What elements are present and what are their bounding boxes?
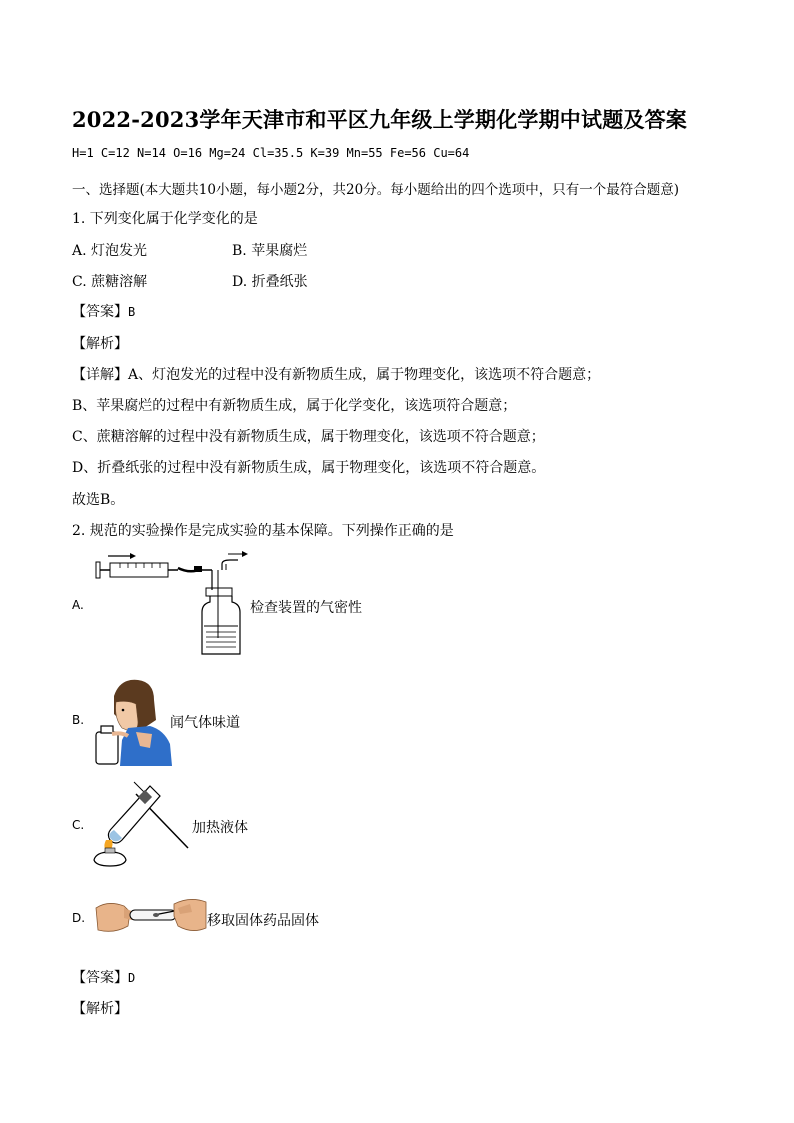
q1-option-c: C. 蔗糖溶解 [72,274,148,290]
q1-answer [72,301,135,321]
airtightness-check-illustration [90,548,250,660]
q1-option-d: D. 折叠纸张 [232,274,308,290]
q1-conclusion: 故选B。 [72,492,125,508]
solid-transfer-illustration [94,894,208,938]
q2-option-a-caption: 检查装置的气密性 [250,600,362,616]
q1-analysis-tag: 【解析】 [72,336,128,352]
answer-tag: 【答案】 [72,304,128,320]
q2-option-b-caption: 闻气体味道 [170,715,240,731]
q2-option-b-letter: B. [72,713,85,727]
q2-option-a-letter: A. [72,598,84,612]
q1-stem: 1. 下列变化属于化学变化的是 [72,211,258,227]
q1-detail-b: B、苹果腐烂的过程中有新物质生成，属于化学变化，该选项符合题意； [72,398,517,414]
q2-option-d-caption: 移取固体药品固体 [207,913,319,929]
q2-option-c-caption: 加热液体 [192,820,248,836]
q2-option-d-letter: D. [72,911,86,925]
smelling-gas-illustration [92,674,172,766]
section-header: 一、选择题(本大题共10小题，每小题2分，共20分。每小题给出的四个选项中，只有一个最符合题意) [72,182,679,198]
q1-detail-c: C、蔗糖溶解的过程中没有新物质生成，属于物理变化，该选项不符合题意； [72,429,545,445]
answer-value: D [128,971,136,985]
q1-detail-a: 【详解】A、灯泡发光的过程中没有新物质生成，属于物理变化，该选项不符合题意； [72,367,601,383]
q2-option-c-letter: C. [72,818,85,832]
heating-liquid-illustration [92,778,192,868]
q2-answer [72,967,135,987]
answer-tag: 【答案】 [72,970,128,986]
atomic-masses: H=1 C=12 N=14 O=16 Mg=24 Cl=35.5 K=39 Mn=55 Fe=56 Cu=64 [72,146,470,160]
q2-analysis-tag: 【解析】 [72,1001,128,1017]
answer-value: B [128,305,136,319]
q1-option-a: A. 灯泡发光 [72,243,148,259]
q1-option-b: B. 苹果腐烂 [232,243,308,259]
q2-stem: 2. 规范的实验操作是完成实验的基本保障。下列操作正确的是 [72,523,454,539]
q1-detail-d: D、折叠纸张的过程中没有新物质生成，属于物理变化，该选项不符合题意。 [72,460,546,476]
document-title: 2022-2023学年天津市和平区九年级上学期化学期中试题及答案 [72,107,688,132]
